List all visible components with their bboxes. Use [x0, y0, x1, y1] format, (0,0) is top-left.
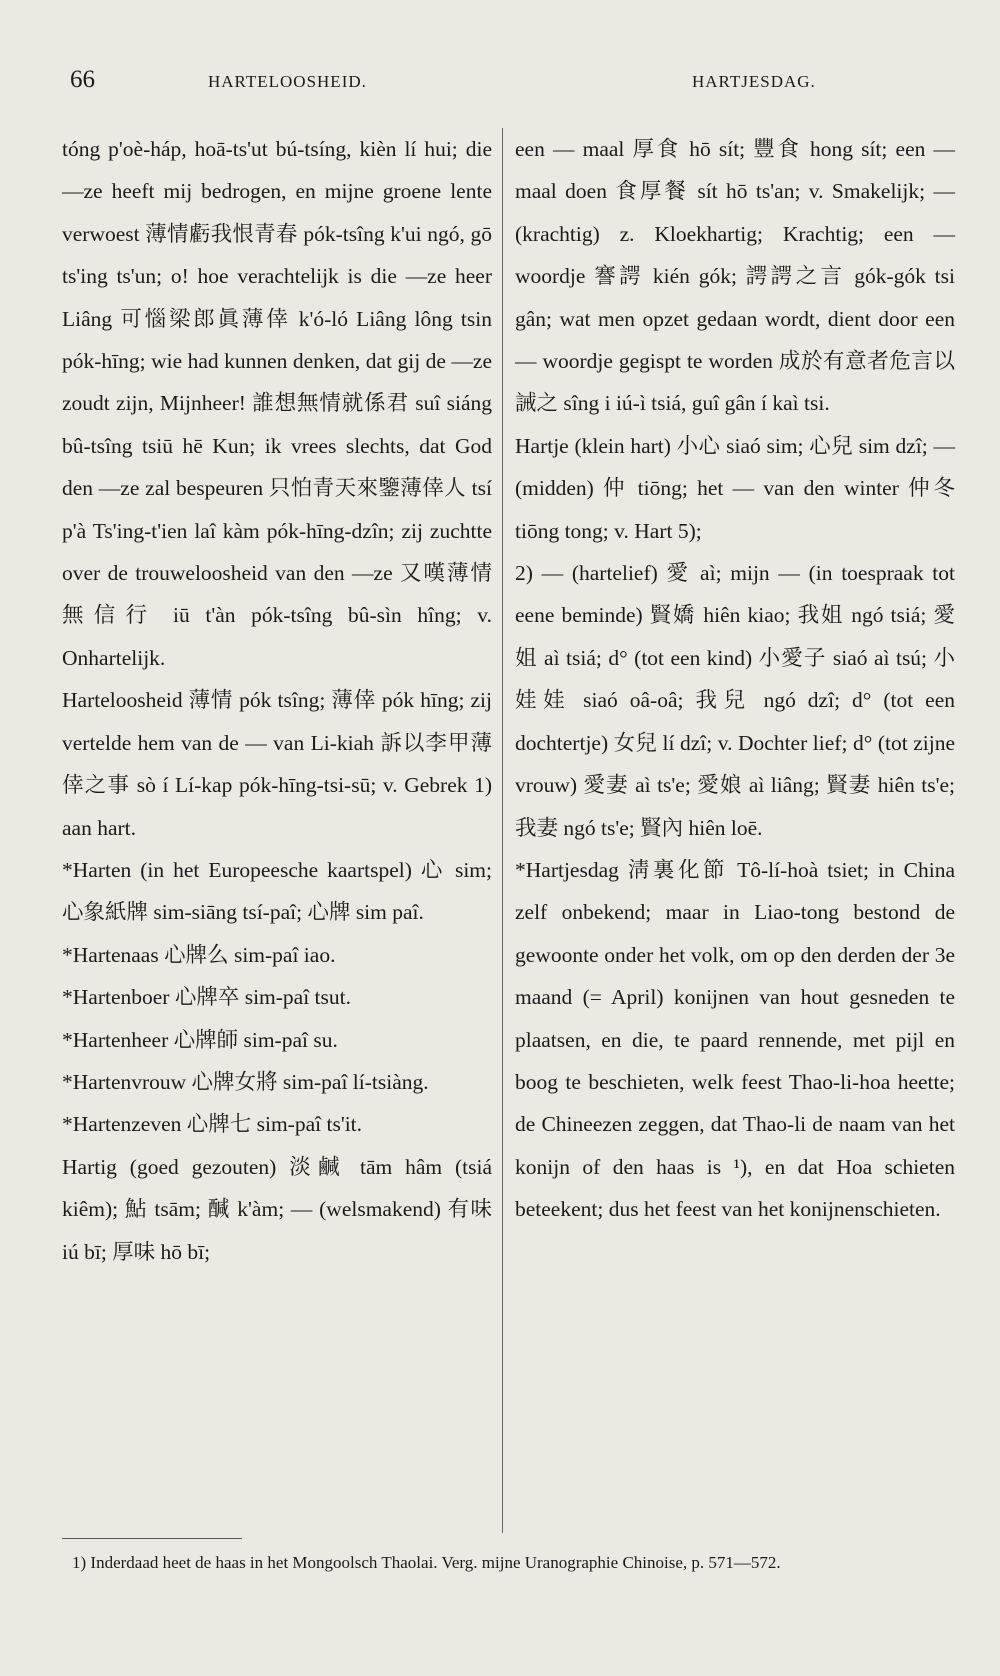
page-number: 66	[70, 66, 95, 93]
footnote-rule	[62, 1538, 242, 1539]
entry-hartjesdag: *Hartjesdag 淸裏化節 Tô-lí-hoà tsiet; in China zelf onbekend; maar in Liao-tong bestond de gewoonte onder het volk, om op den derden der 3e maand (= April) konijnen van hout gesneden te plaatsen, en die, te paard rennende, met pijl en boog te beschieten, welk feest Thao-li-hoa heette; de Chineezen zeggen, dat Thao-li de naam van het konijn of den haas is ¹), en dat Hoa schieten beteekent; dus het feest van het konijnenschieten.	[515, 857, 955, 1222]
footnote: 1) Inderdaad heet de haas in het Mongoolsch Thaolai. Verg. mijne Uranographie Chinoise, p. 571—572.	[72, 1553, 781, 1572]
column-divider	[502, 128, 503, 1533]
entry-hartenzeven: *Hartenzeven 心牌七 sim-paî ts'it.	[62, 1112, 363, 1137]
right-column	[515, 128, 955, 1231]
running-head-left: HARTELOOSHEID.	[208, 72, 367, 91]
entry-hartenvrouw: *Hartenvrouw 心牌女將 sim-paî lí-tsiàng.	[62, 1069, 429, 1094]
running-head-right: HARTJESDAG.	[692, 72, 816, 91]
entry-harteloosheid: Harteloosheid 薄情 pók tsîng; 薄倖 pók hīng; zij vertelde hem van de — van Li-kiah 訴以李甲薄倖之事 sò í Lí-kap pók-hīng-tsi-sū; v. Gebrek 1) aan hart.	[62, 688, 492, 840]
entry-hartenboer: *Hartenboer 心牌卒 sim-paî tsut.	[62, 985, 352, 1010]
entry-hartje: Hartje (klein hart) 小心 siaó sim; 心兒 sim dzî; — (midden) 仲 tiōng; het — van den winter 仲冬 tiōng tong; v. Hart 5);	[515, 433, 955, 543]
entry-hartje-2: 2) — (hartelief) 愛 aì; mijn — (in toespraak tot eene beminde) 賢嬌 hiên kiao; 我姐 ngó tsiá; 愛姐 aì tsiá; d° (tot een kind) 小愛子 siaó aì tsú; 小娃娃 siaó oâ-oâ; 我兒 ngó dzî; d° (tot een dochtertje) 女兒 lí dzî; v. Dochter lief; d° (tot zijne vrouw) 愛妻 aì ts'e; 愛娘 aì liâng; 賢妻 hiên ts'e; 我妻 ngó ts'e; 賢內 hiên loē.	[515, 561, 955, 840]
left-column	[62, 128, 492, 1273]
entry-harten: *Harten (in het Europeesche kaartspel) 心 sim; 心象紙牌 sim-siāng tsí-paî; 心牌 sim paî.	[62, 857, 492, 925]
entry-paragraph: tóng p'oè-háp, hoā-ts'ut bú-tsíng, kièn lí hui; die —ze heeft mij bedrogen, en mijne groene lente verwoest 薄情虧我恨青春 pók-tsîng k'ui ngó, gō ts'ing ts'un; o! hoe verachtelijk is die —ze heer Liâng 可惱梁郎眞薄倖 k'ó-ló Liâng lông tsin pók-hīng; wie had kunnen denken, dat gij de —ze zoudt zijn, Mijnheer! 誰想無情就係君 suî siáng bû-tsîng tsiū hē Kun; ik vrees slechts, dat God den —ze zal bespeuren 只怕青天來鑒薄倖人 tsí p'à Ts'ing-t'ien laî kàm pók-hīng-dzîn; zij zuchtte over de trouweloosheid van den —ze 又嘆薄情無信行 iū t'àn pók-tsîng bû-sìn hîng; v. Onhartelijk.	[62, 137, 492, 670]
entry-hartenheer: *Hartenheer 心牌師 sim-paî su.	[62, 1027, 338, 1052]
entry-hartenaas: *Hartenaas 心牌么 sim-paî iao.	[62, 942, 336, 967]
entry-hartig: Hartig (goed gezouten) 淡鹹 tām hâm (tsiá kiêm); 鮎 tsām; 醎 k'àm; — (welsmakend) 有味 iú bī; 厚味 hō bī;	[62, 1154, 492, 1264]
entry-hartig-continued: een — maal 厚食 hō sít; 豐食 hong sít; een — maal doen 食厚餐 sít hō ts'an; v. Smakelijk; — (krachtig) z. Kloekhartig; Krachtig; een — woordje 謇諤 kién gók; 諤諤之言 gók-gók tsi gân; wat men opzet gedaan wordt, dient door een — woordje gegispt te worden 成於有意者危言以誡之 sîng i iú-ì tsiá, guî gân í kaì tsi.	[515, 137, 955, 416]
